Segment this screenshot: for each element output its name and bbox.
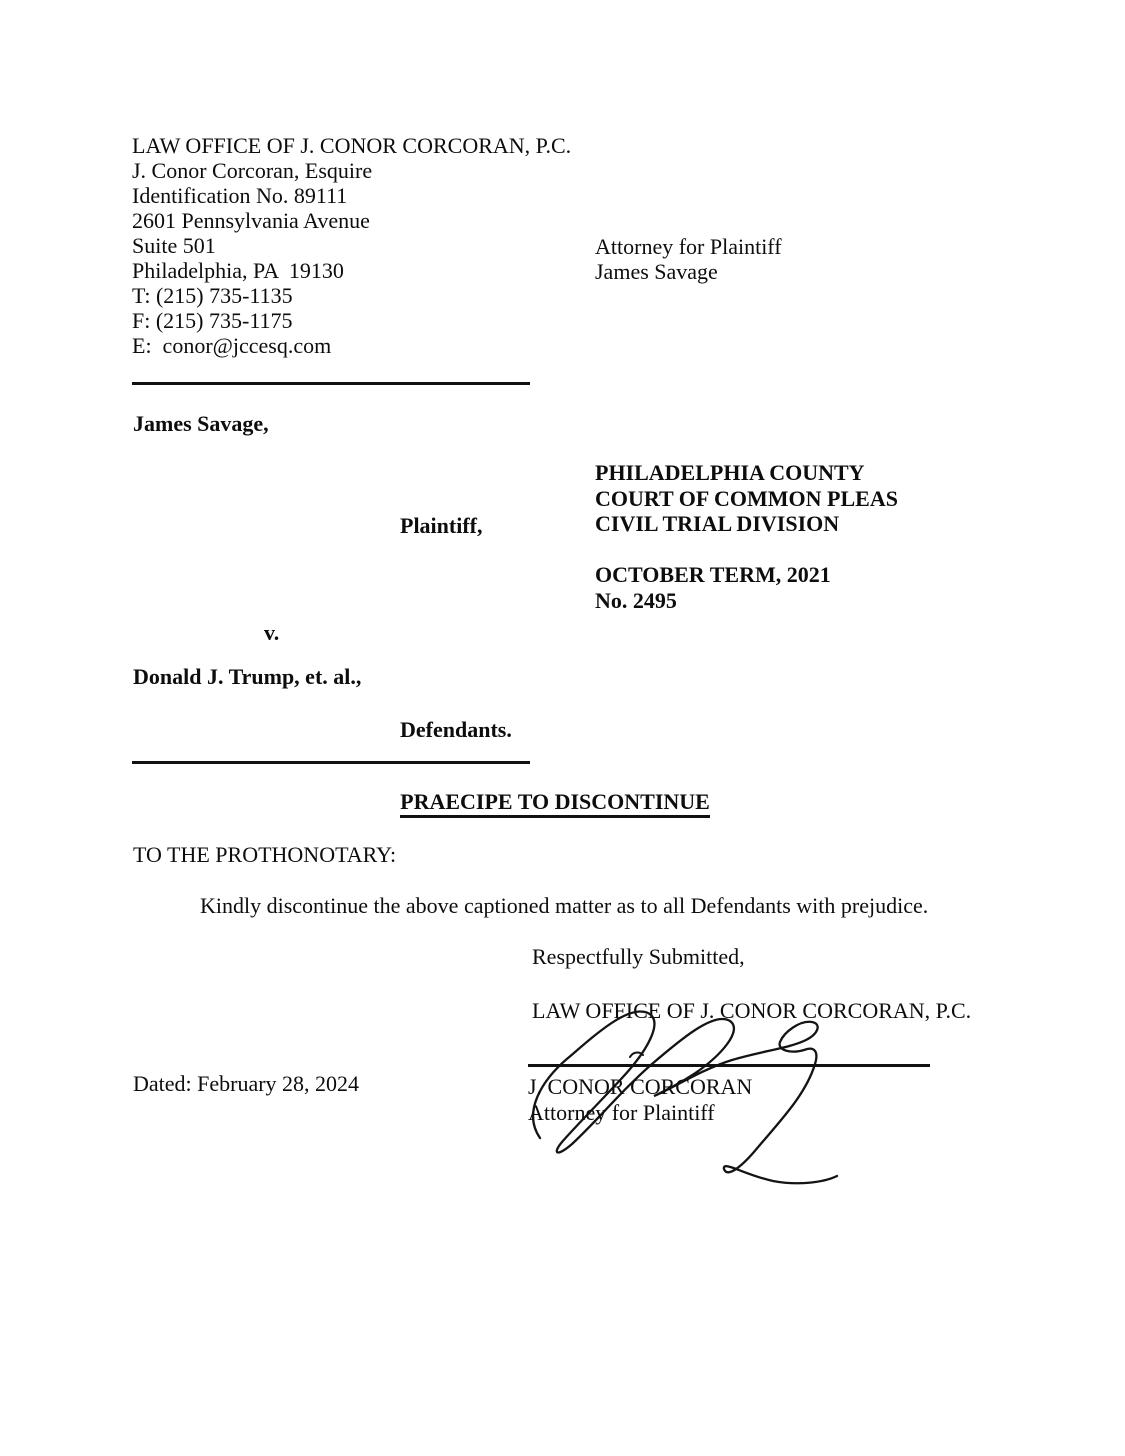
signature-line bbox=[528, 1064, 930, 1067]
caption-plaintiff-name: James Savage, bbox=[133, 411, 269, 436]
court-term: OCTOBER TERM, 2021 bbox=[595, 562, 831, 587]
closing-firm-name: LAW OFFICE OF J. CONOR CORCORAN, P.C. bbox=[532, 998, 972, 1023]
letterhead-suite: Suite 501 bbox=[132, 233, 216, 258]
letterhead-id-number: Identification No. 89111 bbox=[132, 183, 348, 208]
letterhead-firm-name: LAW OFFICE OF J. CONOR CORCORAN, P.C. bbox=[132, 133, 572, 158]
attorney-for-client: James Savage bbox=[595, 259, 718, 284]
court-block-gap bbox=[595, 537, 898, 563]
caption-defendants-label: Defendants. bbox=[400, 717, 512, 742]
caption-versus: v. bbox=[264, 620, 280, 645]
letterhead-city-state-zip: Philadelphia, PA 19130 bbox=[132, 258, 344, 283]
signer-name: J. CONOR CORCORAN bbox=[528, 1074, 753, 1099]
letterhead-phone: T: (215) 735-1135 bbox=[132, 283, 293, 308]
caption-court-block bbox=[595, 460, 898, 613]
document-title-text: PRAECIPE TO DISCONTINUE bbox=[400, 789, 710, 818]
caption-plaintiff-label: Plaintiff, bbox=[400, 513, 483, 538]
letterhead-fax: F: (215) 735-1175 bbox=[132, 308, 293, 333]
letterhead-attorney: J. Conor Corcoran, Esquire bbox=[132, 158, 373, 183]
court-case-number: No. 2495 bbox=[595, 587, 677, 613]
dated-line: Dated: February 28, 2024 bbox=[133, 1071, 360, 1096]
signer-title: Attorney for Plaintiff bbox=[528, 1100, 715, 1125]
court-county: PHILADELPHIA COUNTY bbox=[595, 460, 865, 485]
letterhead-street: 2601 Pennsylvania Avenue bbox=[132, 208, 370, 233]
signature-stroke-tick bbox=[630, 1053, 643, 1057]
salutation: TO THE PROTHONOTARY: bbox=[133, 842, 397, 867]
closing-respectfully: Respectfully Submitted, bbox=[532, 944, 745, 969]
caption-divider-top bbox=[132, 382, 530, 385]
letterhead-email: E: conor@jccesq.com bbox=[132, 333, 332, 358]
court-division: CIVIL TRIAL DIVISION bbox=[595, 511, 840, 536]
attorney-for-block bbox=[595, 234, 782, 284]
document-title bbox=[0, 789, 1110, 815]
caption-defendant-name: Donald J. Trump, et. al., bbox=[133, 664, 362, 689]
body-paragraph: Kindly discontinue the above captioned matter as to all Defendants with prejudice. bbox=[200, 893, 929, 918]
letterhead-block bbox=[132, 133, 571, 358]
court-name: COURT OF COMMON PLEAS bbox=[595, 485, 898, 511]
caption-divider-bottom bbox=[132, 761, 530, 764]
attorney-for-label: Attorney for Plaintiff bbox=[595, 234, 782, 259]
